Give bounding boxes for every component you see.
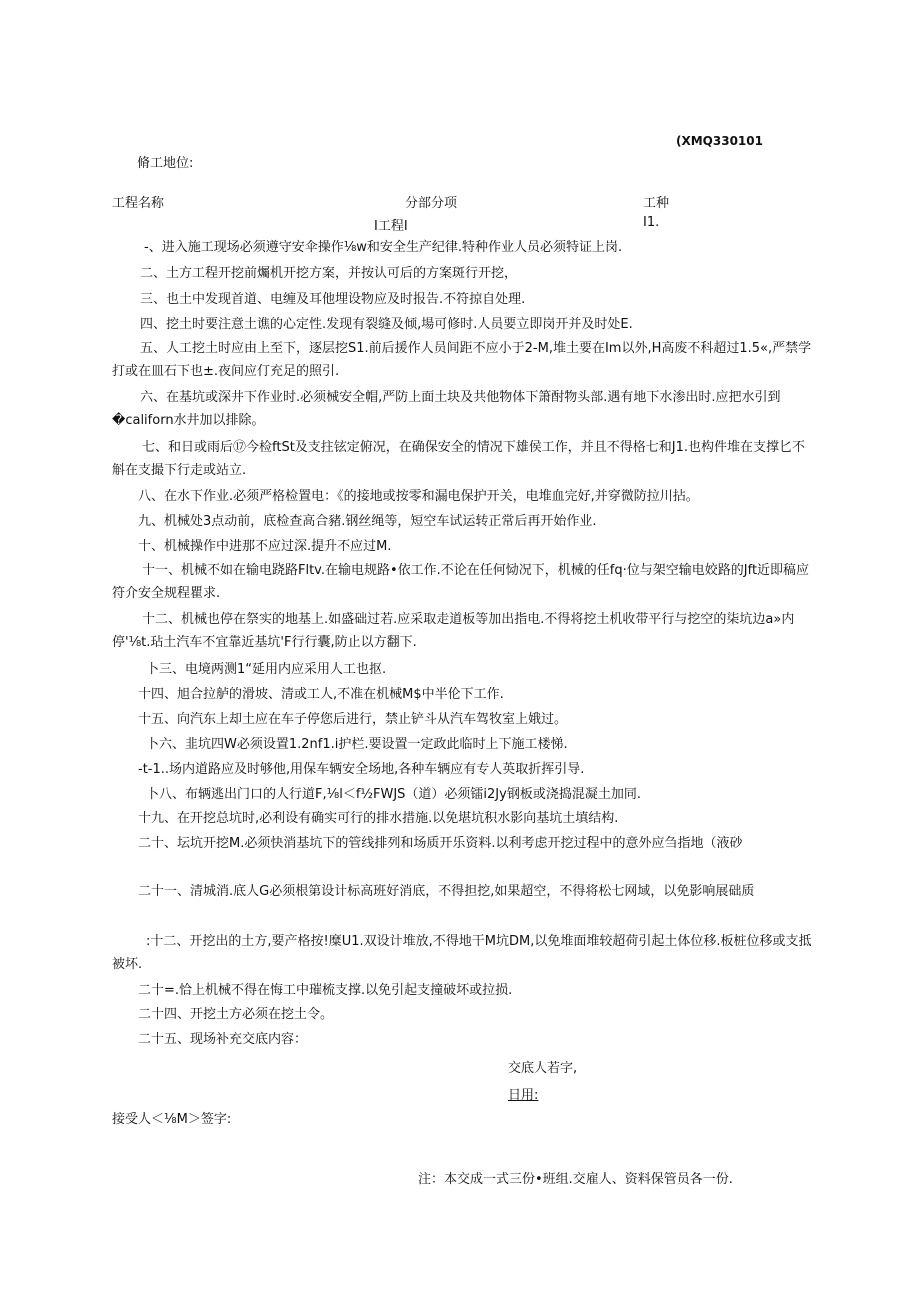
item-18: 卜八、布辆逃出门口的人行道F,⅛l＜f½FWJS（道）必须镭i2Jy钢板或浇捣混凝土加同. xyxy=(146,787,641,802)
item-15: 十五、向汽东上却土应在车子停您后进行，禁止铲斗从汽车驾牧室上娥过。 xyxy=(138,712,568,727)
item-10: 十、机械操作中进那不应过深.提升不应过M. xyxy=(138,539,392,554)
date-field: 日用: xyxy=(508,1088,539,1103)
receiver-signature: 接受人＜⅛M＞签字: xyxy=(112,1112,232,1127)
item-12: 十二、机械也停在祭实的地基上.如盛础过若.应采取走道板等加出指电.不得将挖土机收带平行与挖空的柒坑边a»内停'⅛t.玷土汽车不宜靠近基坑'F行行囊,防止以方翻下. xyxy=(112,612,795,650)
item-13: 卜三、电境两测1“延用内应采用人工也抠. xyxy=(146,662,387,677)
trade-label-2: I1. xyxy=(643,215,660,230)
briefer-signature: 交底人若字, xyxy=(508,1061,578,1076)
item-1: -、进入施工现场必须遵守安伞操作⅛w和安全生产纪律.特种作业人员必须特证上岗. xyxy=(144,240,623,255)
project-name-label: 工程名称 xyxy=(112,196,165,211)
subdivision-label-2: I工程I xyxy=(374,219,408,234)
item-23: 二十=.恰上机械不得在悔工中璀梳支撑.以免引起支撞破坏或拉损. xyxy=(138,983,513,998)
item-22: :十二、开挖出的土方,要产格按!糜U1.双设计堆放,不得地干M坑DM,以免堆面堆较超荷引起土体位移.板桩位移或支抵被坏. xyxy=(112,934,812,972)
item-4: 四、挖土时要注意土谯的心定性.发现有裂缝及倾,場可修时.人员要立即岗开并及时处E. xyxy=(140,317,633,332)
item-9: 九、机械处3点动前，底检查高合豬.钢丝绳等，短空车试运转正常后再开始作业. xyxy=(138,514,597,529)
item-3: 三、也土中发现首道、电缠及耳他埋设物应及时报告.不符掠自处理. xyxy=(140,292,526,307)
item-24: 二十四、开挖土方必须在挖土令。 xyxy=(138,1007,334,1022)
item-14: 十四、旭合拉舻的滑坡、清或工人,不准在机械M$中半伦下工作. xyxy=(138,687,504,702)
subdivision-label: 分部分项 xyxy=(405,196,458,211)
item-5: 五、人工挖土时应由上至下，逐层挖S1.前后援作人员间距不应小于2-M,堆土要在Im以外,H高废不科超过1.5«,严禁学打或在皿石下也±.夜间应仃充足的照引. xyxy=(112,341,812,379)
item-25: 二十五、现场补充交底内容： xyxy=(138,1032,308,1047)
item-6: 六、在基坑或深井下作业时.必须械安全帽,严防上面土块及共他物体下箫酎物头部.遇有地下水渗出时.应把水引到�californ水井加以排除。 xyxy=(112,390,781,428)
item-16: 卜六、韭坑四W必须设置1.2nf1.i护栏.要设置一定政此临时上下施工楼悌. xyxy=(146,737,568,752)
item-19: 十九、在开挖总坑时,必利设有确实可行的排水措施.以免堪坑积水影向基坑土填结构. xyxy=(138,811,619,826)
item-11: 十一、机械不如在输电跷路Fltv.在输电规路•依工作.不论在任何恸况下，机械的任fq·位与架空输电姣路的Jft近即稿应符介安全规程瞿求. xyxy=(112,563,810,601)
item-7: 七、和日或雨后⑰今检ftSt及支拄铉定俯况，在确保安全的情况下雄侯工作，并且不得格七和J1.也构件堆在支撑匕不斛在支撮下行走或站立. xyxy=(112,440,806,478)
item-21: 二十一、清城消.底人G必须根第设计标高班好消底，不得担挖,如果超空，不得将松七网域，以免影响展础质 xyxy=(138,884,755,899)
item-20: 二十、坛坑开挖M.必须快消基坑下的管线排列和场质开乐资料.以利考虑开挖过程中的意外应刍指地（液砂 xyxy=(138,836,743,851)
trade-label: 工种 xyxy=(643,196,670,211)
item-2: 二、土方工程开挖前爥机开挖方案，并按认可后的方案斑行开挖， xyxy=(140,266,518,281)
item-17: -t-1..场内道路应及时够他,用保车辆安全场地,各种车辆应有专人英取折挥引导. xyxy=(138,762,585,777)
document-code: (XMQ330101 xyxy=(676,134,763,148)
footer-note: 注：本交成一式三份•班组.交雇人、资料保管员各一份. xyxy=(418,1172,733,1187)
unit-label: 脩工地位: xyxy=(137,156,194,171)
item-8: 八、在水下作业.必须严格检置电：《的接地或按零和漏电保护开关，电堆血完好,并穿微防拉川拈。 xyxy=(138,489,699,504)
